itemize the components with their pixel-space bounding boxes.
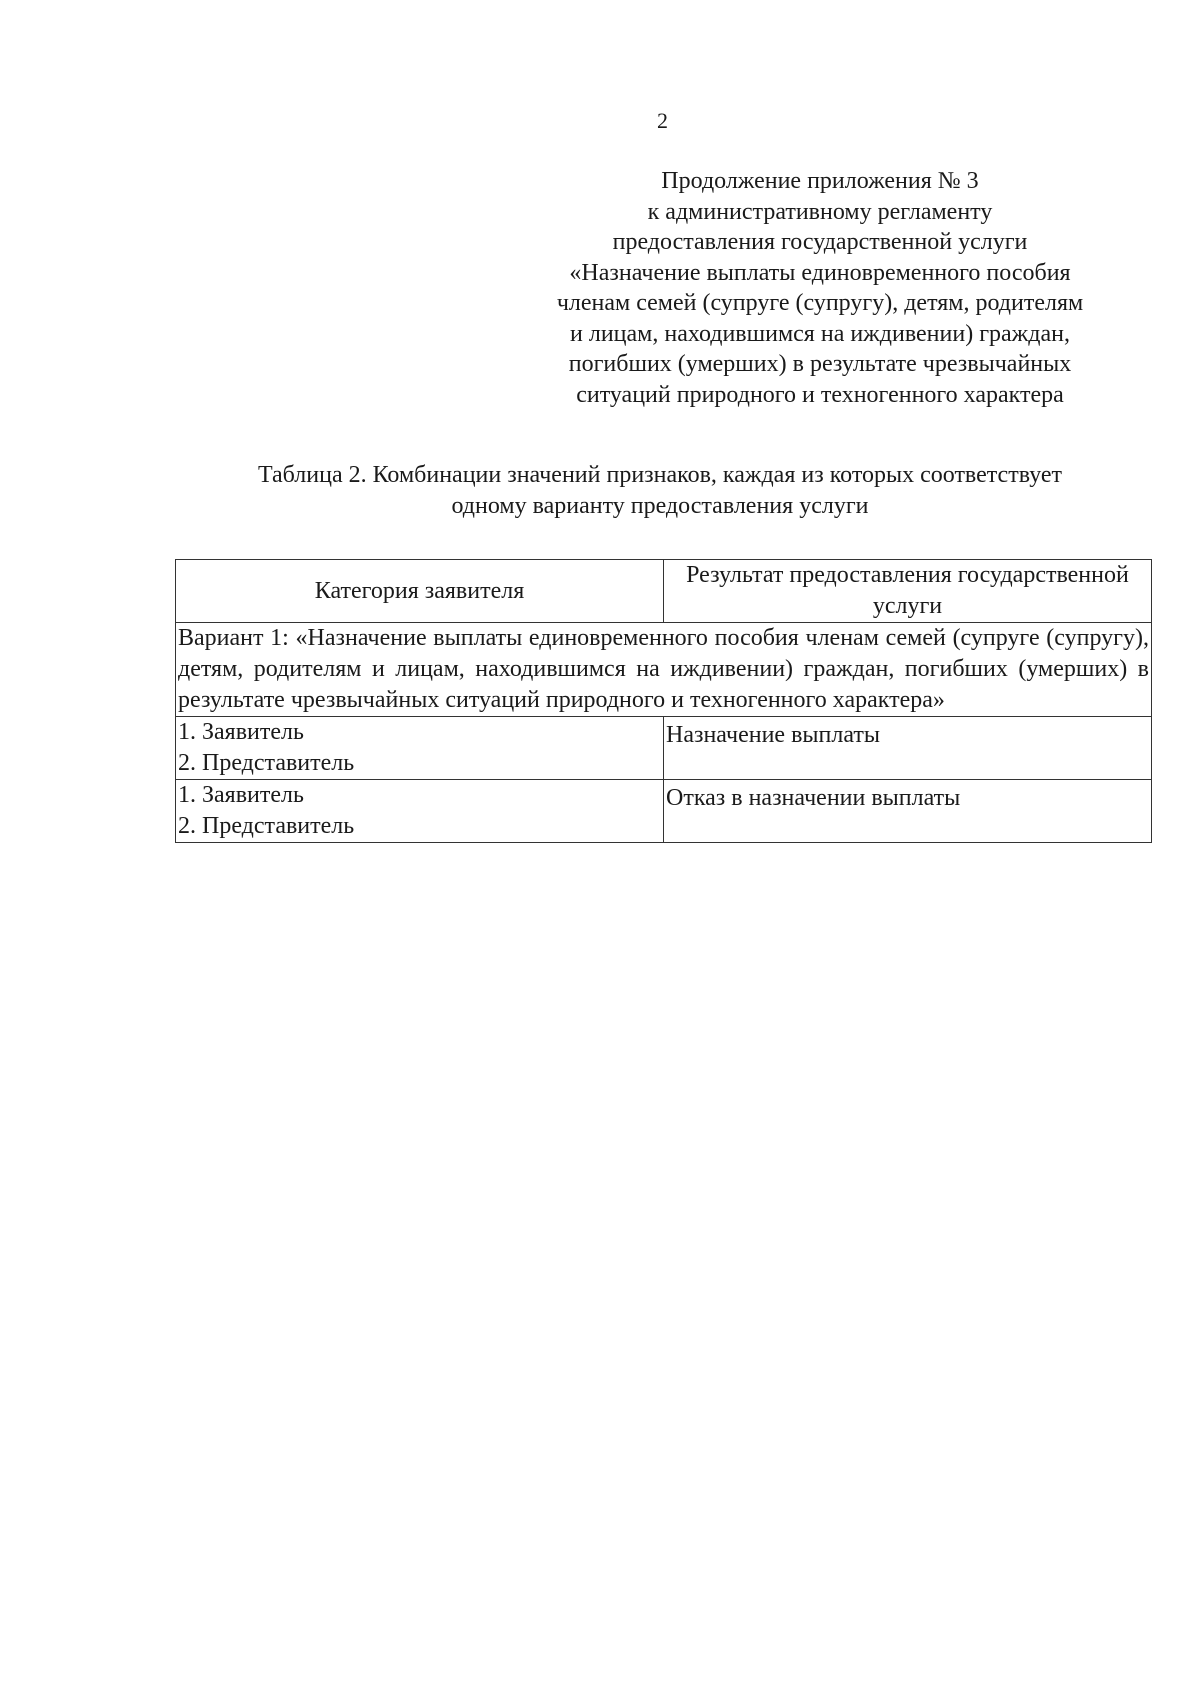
appendix-header bbox=[500, 166, 1140, 410]
appendix-header-line: погибших (умерших) в результате чрезвычайных bbox=[568, 351, 1072, 377]
category-applicant: 1. Заявитель bbox=[178, 782, 304, 808]
appendix-header-line: к административному регламенту bbox=[647, 198, 993, 225]
appendix-header-line: ситуаций природного и техногенного характера bbox=[576, 381, 1064, 408]
appendix-header-line: и лицам, находившимся на иждивении) граждан, bbox=[570, 320, 1070, 347]
header-service-result: Результат предоставления государственной услуги bbox=[664, 560, 1152, 623]
category-representative: 2. Представитель bbox=[178, 813, 355, 839]
appendix-header-line: предоставления государственной услуги bbox=[612, 229, 1028, 255]
appendix-header-line: Продолжение приложения № 3 bbox=[661, 168, 979, 194]
table-caption bbox=[170, 460, 1150, 522]
result-cell bbox=[664, 780, 1152, 843]
appendix-header-line: членам семей (супруге (супругу), детям, родителям bbox=[556, 290, 1084, 316]
category-cell bbox=[176, 780, 664, 843]
variant-description: Вариант 1: «Назначение выплаты единовременного пособия членам семей (супруге (супругу), детям, родителям и лицам, находившимся на иждивении) граждан, погибших (умерших) в результате чрезвычайных ситуаций природного и техногенного характера» bbox=[176, 623, 1152, 717]
variants-table bbox=[175, 559, 1152, 843]
table-caption-line: одному варианту предоставления услуги bbox=[451, 493, 869, 519]
header-applicant-category: Категория заявителя bbox=[176, 560, 664, 623]
result-text: Отказ в назначении выплаты bbox=[666, 785, 961, 811]
category-applicant: 1. Заявитель bbox=[178, 719, 304, 745]
table-row bbox=[176, 717, 1152, 780]
category-cell bbox=[176, 717, 664, 780]
category-representative: 2. Представитель bbox=[178, 750, 355, 776]
table-caption-line: Таблица 2. Комбинации значений признаков, каждая из которых соответствует bbox=[257, 462, 1063, 488]
result-cell bbox=[664, 717, 1152, 780]
table-row bbox=[176, 780, 1152, 843]
appendix-header-line: «Назначение выплаты единовременного пособия bbox=[569, 259, 1071, 286]
table-header-row bbox=[176, 560, 1152, 623]
page-number: 2 bbox=[657, 108, 668, 133]
result-text: Назначение выплаты bbox=[666, 722, 880, 748]
variant-row bbox=[176, 623, 1152, 717]
